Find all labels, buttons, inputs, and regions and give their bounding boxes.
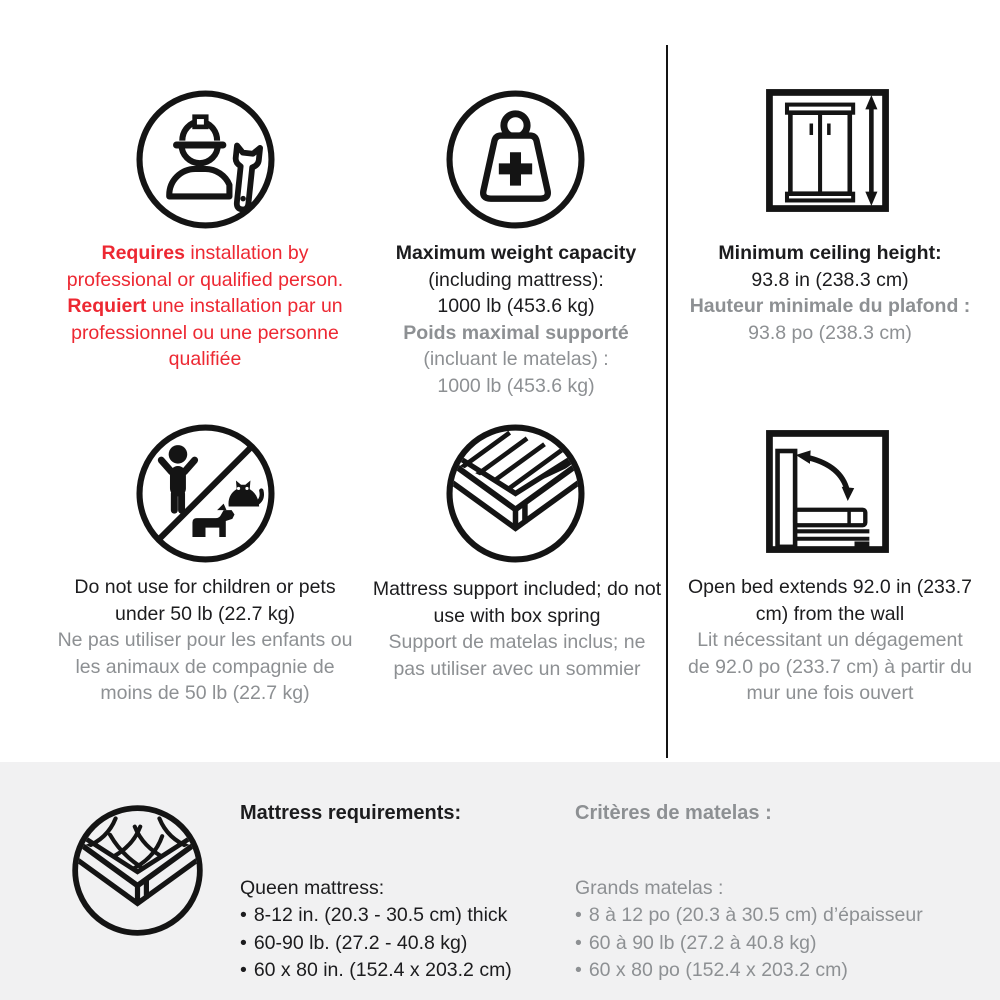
weight-fr-title: Poids maximal supporté [403,321,629,344]
installation-text [52,240,358,373]
ceiling-title: Minimum ceiling height: [718,242,942,264]
mattress-support-en: Mattress support included; do not use with box spring [372,578,662,627]
ceiling-height-note [682,240,978,346]
installer-icon [133,87,278,232]
mattress-requirements-fr [575,800,975,985]
mattress-req-subtitle-fr: Grands matelas : [575,876,724,899]
weight-line2: (including mattress): [428,268,604,291]
weight-fr-line2: (incluant le matelas) : [423,348,609,370]
vertical-divider [666,45,668,758]
installation-fr-rest: une installation par un professionnel ou une personne qualifiée [71,295,343,370]
list-item: • 8 à 12 po (20.3 à 30.5 cm) d’épaisseur [575,902,975,930]
weight-capacity-note [368,240,664,399]
mattress-support-icon [443,421,588,566]
mattress-req-subtitle-en: Queen mattress: [240,876,385,899]
ceiling-height-icon [760,83,895,218]
list-item: • 60-90 lb. (27.2 - 40.8 kg) [240,930,570,958]
weight-title: Maximum weight capacity [395,242,637,264]
weight-icon [443,87,588,232]
open-bed-fr: Lit nécessitant un dégagement de 92.0 po (233.7 cm) à partir du mur une fois ouvert [688,629,972,704]
open-bed-note [684,574,976,707]
mattress-icon [69,802,206,939]
mattress-support-note [372,576,662,682]
children-pets-note [48,574,362,707]
ceiling-fr-line2: 93.8 po (238.3 cm) [748,321,912,344]
installation-note [52,240,358,373]
list-item: • 60 x 80 po (152.4 x 203.2 cm) [575,957,975,985]
open-bed-en: Open bed extends 92.0 in (233.7 cm) from the wall [687,576,973,625]
mattress-req-title-en: Mattress requirements: [240,802,462,824]
ceiling-line2: 93.8 in (238.3 cm) [751,268,909,291]
mattress-support-fr: Support de matelas inclus; ne pas utiliser avec un sommier [388,631,646,680]
children-pets-fr: Ne pas utiliser pour les enfants ou les animaux de compagnie de moins de 50 lb (22.7 kg) [57,629,353,704]
open-bed-icon [760,424,895,559]
children-pets-en: Do not use for children or pets under 50 lb (22.7 kg) [74,576,336,625]
mattress-req-list-en [240,902,570,985]
installation-en-bold: Requires [101,242,185,264]
list-item: • 60 x 80 in. (152.4 x 203.2 cm) [240,957,570,985]
mattress-requirements-en [240,800,570,985]
mattress-req-title-fr: Critères de matelas : [575,802,772,824]
mattress-req-list-fr [575,902,975,985]
installation-fr-bold: Requiert [67,295,147,317]
installation-en-rest: installation by professional or qualified person. [66,242,344,291]
mattress-requirements-band [0,762,1000,1000]
ceiling-fr-title: Hauteur minimale du plafond : [689,295,971,317]
no-children-pets-icon [133,421,278,566]
weight-line3: 1000 lb (453.6 kg) [437,295,595,317]
list-item: • 60 à 90 lb (27.2 à 40.8 kg) [575,930,975,958]
list-item: • 8-12 in. (20.3 - 30.5 cm) thick [240,902,570,930]
weight-fr-line3: 1000 lb (453.6 kg) [437,374,595,397]
